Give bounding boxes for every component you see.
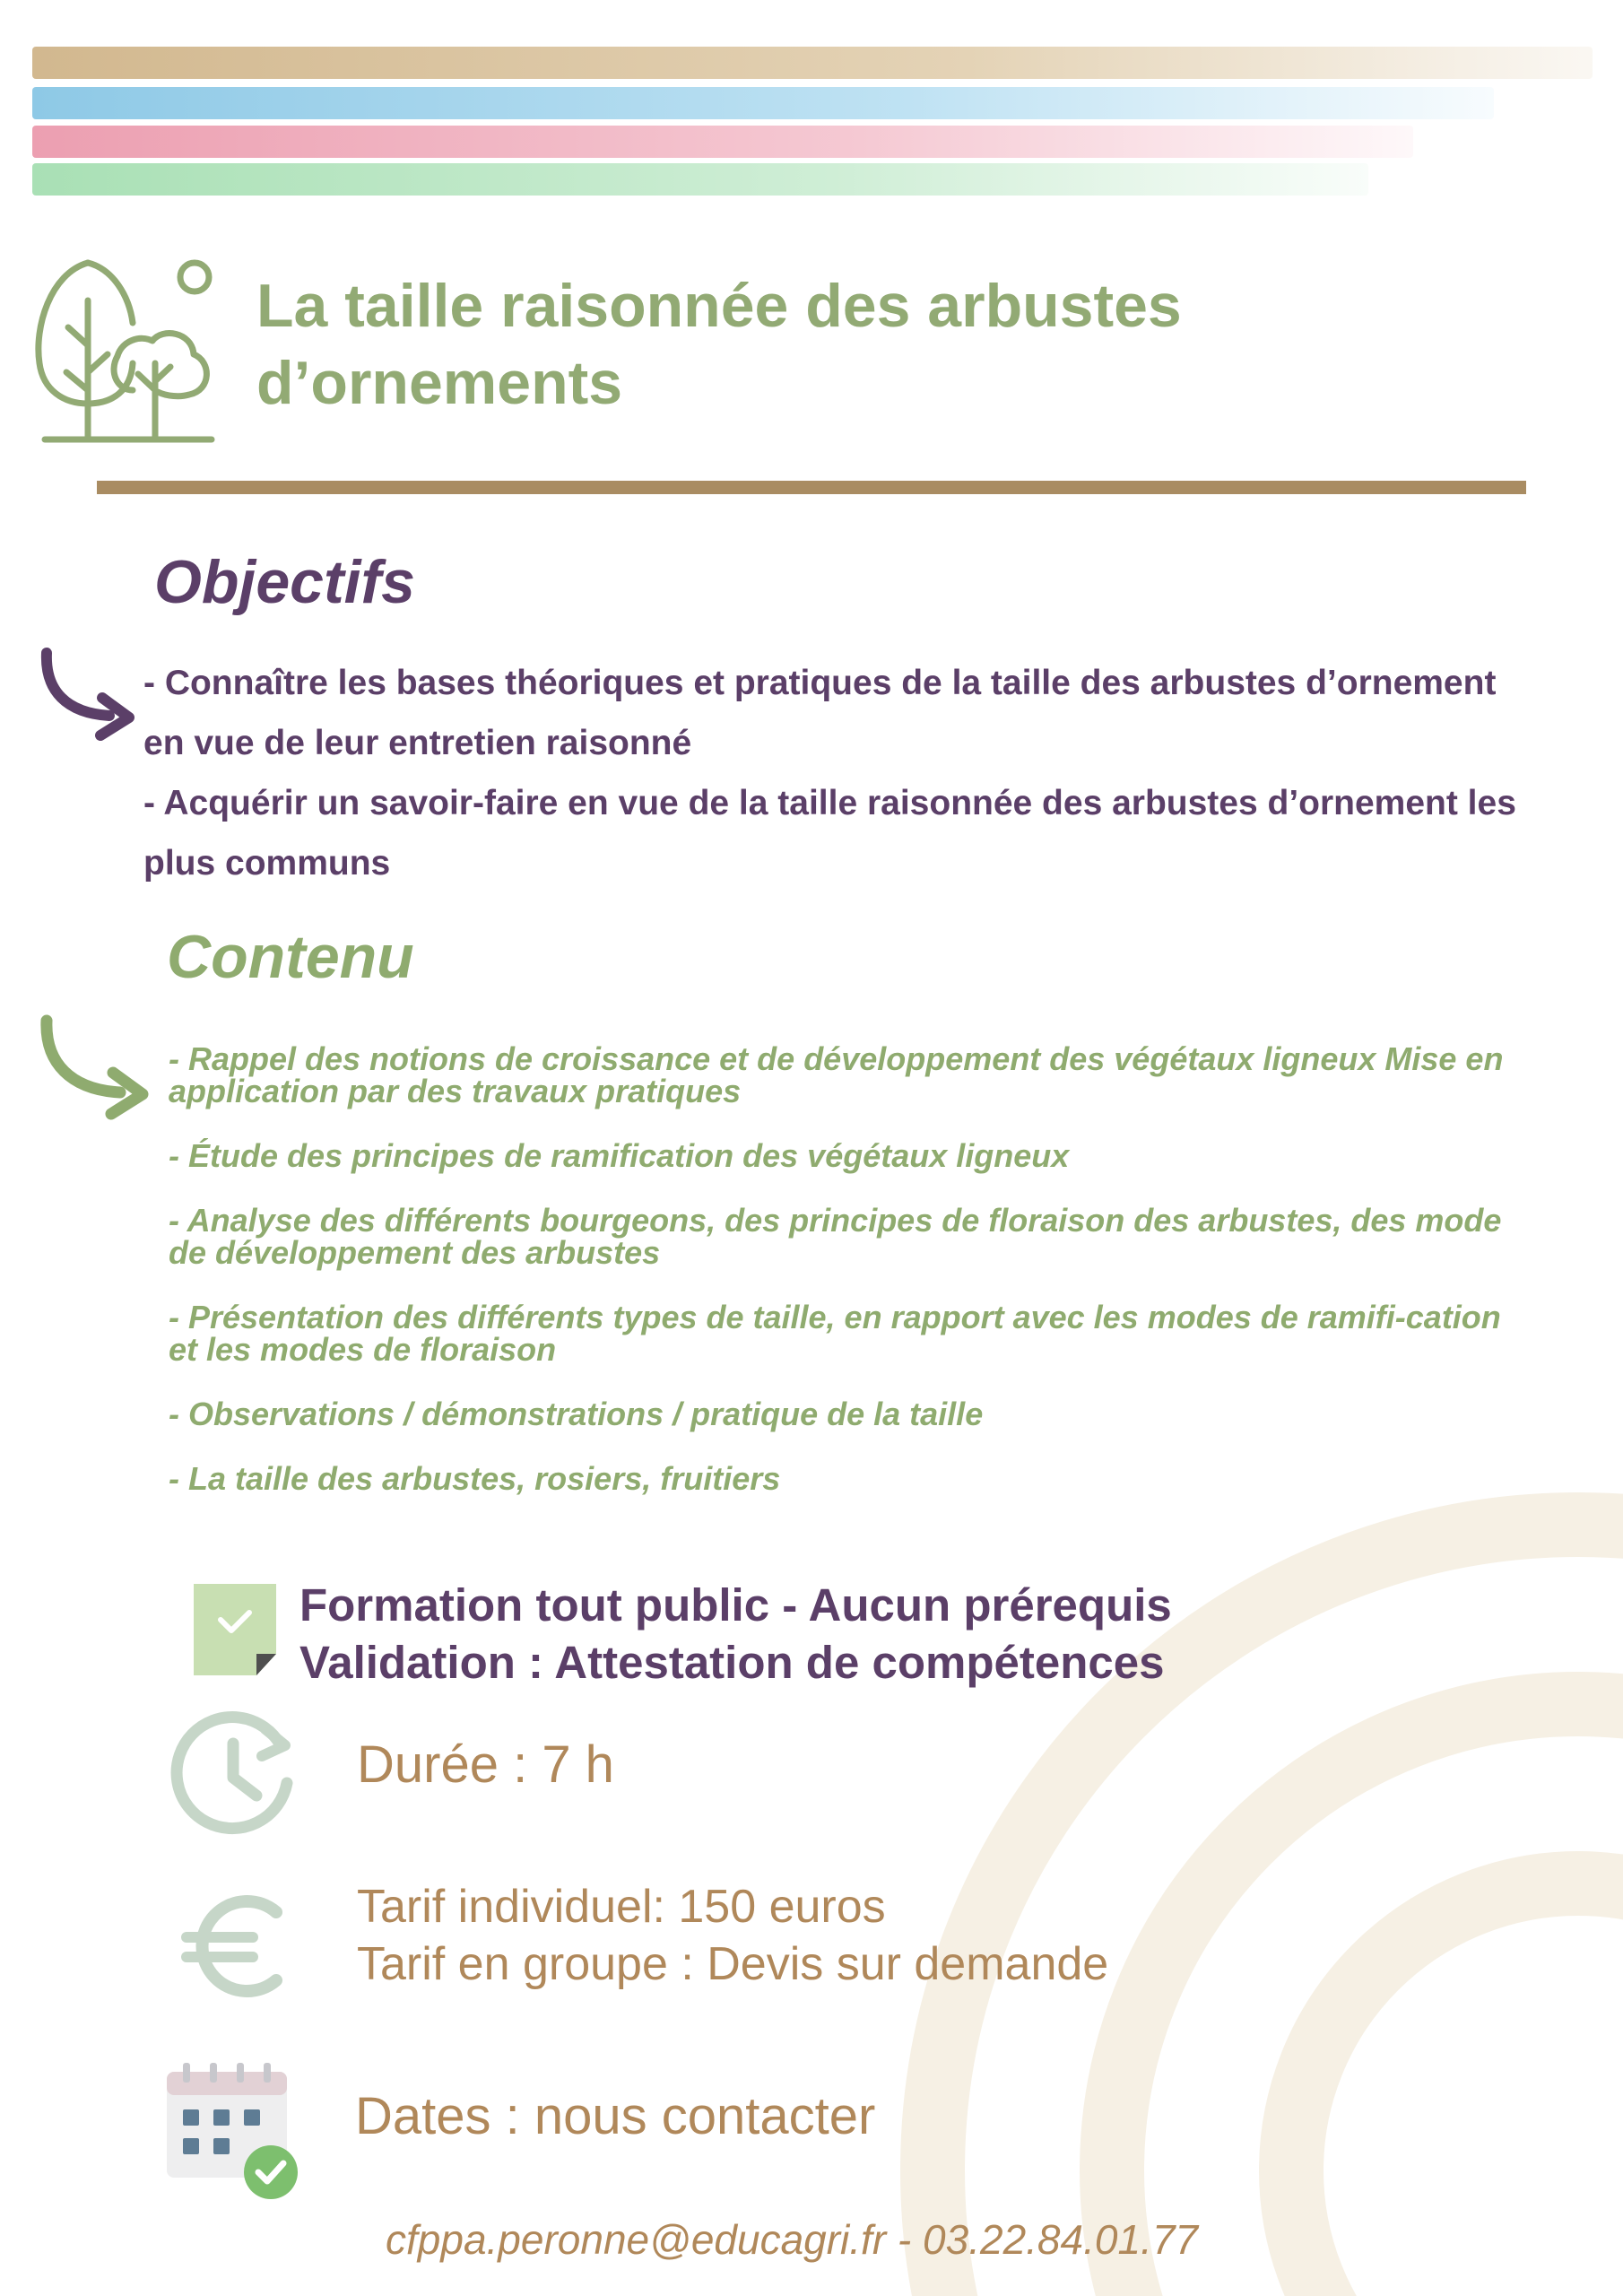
contenu-item: - La taille des arbustes, rosiers, fruitiers	[169, 1460, 781, 1497]
contact-link[interactable]: cfppa.peronne@educagri.fr - 03.22.84.01.77	[386, 2216, 1198, 2263]
euro-icon	[179, 1891, 291, 2003]
curved-arrow-icon	[39, 1013, 156, 1126]
contenu-item: - Présentation des différents types de taille, en rapport avec les modes de ramifi-cation et les modes de floraison	[169, 1299, 1501, 1368]
tarif-groupe: Tarif en groupe : Devis sur demande	[357, 1938, 1109, 1990]
clock-icon	[169, 1709, 303, 1835]
objectifs-list	[143, 653, 1542, 893]
duree-text: Durée : 7 h	[357, 1735, 614, 1794]
contenu-list	[169, 1040, 1514, 1527]
page-title: La taille raisonnée des arbustes d’ornements	[256, 272, 1182, 417]
curved-arrow-icon	[39, 646, 147, 744]
validation-line: Validation : Attestation de compétences	[299, 1637, 1165, 1688]
title-divider	[97, 481, 1526, 494]
public-info	[299, 1577, 1172, 1692]
objectif-item: - Connaître les bases théoriques et pratiques de la taille des arbustes d’ornement en vue de leur entretien raisonné	[143, 664, 1497, 762]
decorative-stripe-blue	[32, 87, 1494, 119]
decorative-stripe-green	[32, 163, 1368, 196]
contenu-item: - Étude des principes de ramification des végétaux ligneux	[169, 1137, 1070, 1174]
decorative-stripe-pink	[32, 126, 1413, 158]
contenu-heading: Contenu	[167, 923, 414, 991]
tarif-info	[357, 1878, 1108, 1993]
objectifs-heading: Objectifs	[154, 548, 415, 616]
contenu-item: - Observations / démonstrations / pratique de la taille	[169, 1396, 984, 1432]
decorative-stripe-tan	[32, 47, 1593, 79]
trees-icon	[32, 256, 221, 448]
public-line: Formation tout public - Aucun prérequis	[299, 1579, 1172, 1631]
dates-text: Dates : nous contacter	[355, 2087, 876, 2145]
contenu-item: - Rappel des notions de croissance et de développement des végétaux ligneux Mise en application par des travaux pratiques	[169, 1040, 1504, 1109]
checklist-icon	[190, 1580, 280, 1679]
calendar-icon	[163, 2059, 307, 2203]
objectif-item: - Acquérir un savoir-faire en vue de la taille raisonnée des arbustes d’ornement les plus communs	[143, 784, 1516, 883]
tarif-individuel: Tarif individuel: 150 euros	[357, 1881, 886, 1933]
contenu-item: - Analyse des différents bourgeons, des principes de floraison des arbustes, des mode de développement des arbustes	[169, 1202, 1502, 1271]
